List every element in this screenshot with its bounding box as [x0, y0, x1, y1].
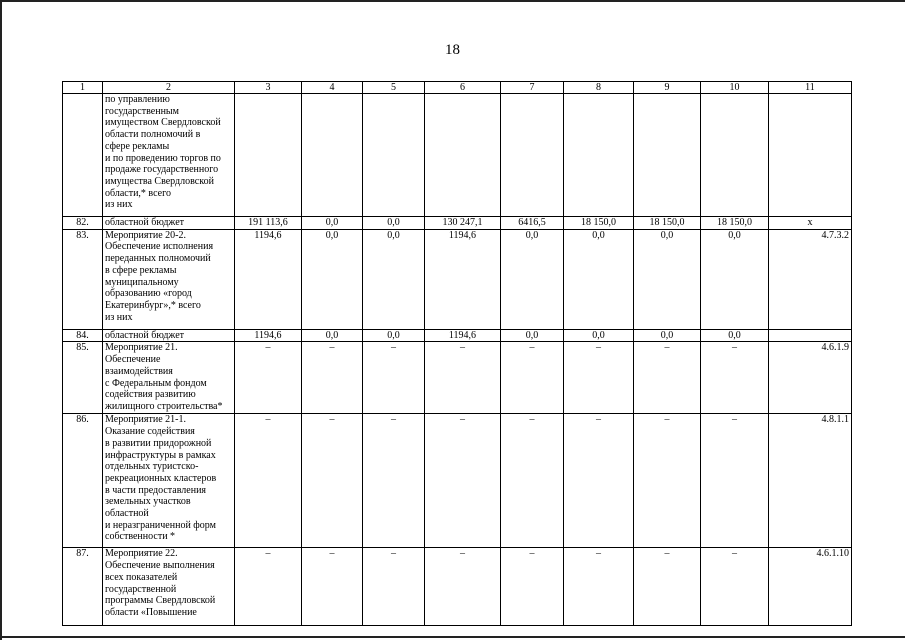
- value-cell: 0,0: [501, 229, 564, 329]
- value-cell: 0,0: [302, 217, 363, 230]
- description-cell: [103, 329, 235, 342]
- description-line: Обеспечение: [105, 354, 161, 366]
- description-line: инфраструктуры в рамках: [105, 449, 216, 461]
- row-number-cell: 86.: [63, 414, 103, 548]
- description-line: областной бюджет: [105, 217, 185, 228]
- description-line: отдельных туристско-: [105, 461, 199, 473]
- header-cell: 10: [701, 82, 769, 94]
- indicator-ref-cell: 4.8.1.1: [769, 414, 852, 548]
- header-cell: 6: [425, 82, 501, 94]
- table-row: [63, 217, 852, 230]
- description-line: и неразграниченной форм: [105, 519, 216, 531]
- value-cell: 1194,6: [235, 229, 302, 329]
- description-line: Мероприятие 21-1.: [105, 414, 186, 426]
- value-cell: 0,0: [634, 329, 701, 342]
- scan-edge-bottom: [0, 636, 905, 638]
- description-cell: [103, 414, 235, 548]
- value-cell: –: [501, 548, 564, 626]
- description-line: Мероприятие 22.: [105, 548, 178, 560]
- description-line: из них: [105, 311, 133, 323]
- description-line: Екатеринбург»,* всего: [105, 299, 201, 311]
- description-line: Мероприятие 21.: [105, 342, 178, 354]
- description-line: области,* всего: [105, 187, 171, 199]
- value-cell: 0,0: [564, 229, 634, 329]
- value-cell: –: [564, 414, 634, 548]
- description-line: и по проведению торгов по: [105, 152, 221, 164]
- value-cell: –: [235, 548, 302, 626]
- description-line: имуществом Свердловской: [105, 117, 221, 129]
- table-row: [63, 94, 852, 217]
- page-number: 18: [445, 42, 460, 58]
- value-cell: 0,0: [634, 229, 701, 329]
- table-row: [63, 342, 852, 414]
- header-cell: 4: [302, 82, 363, 94]
- value-cell: 0,0: [363, 229, 425, 329]
- value-cell: [425, 94, 501, 217]
- description-line: Обеспечение исполнения: [105, 241, 214, 253]
- header-cell: 8: [564, 82, 634, 94]
- value-cell: 1194,6: [425, 329, 501, 342]
- header-cell: 7: [501, 82, 564, 94]
- value-cell: –: [363, 414, 425, 548]
- row-number-cell: 82.: [63, 217, 103, 230]
- description-line: областной бюджет: [105, 329, 185, 341]
- value-cell: [302, 94, 363, 217]
- header-cell: 9: [634, 82, 701, 94]
- value-cell: –: [235, 342, 302, 414]
- budget-table: [62, 81, 852, 626]
- value-cell: –: [363, 342, 425, 414]
- value-cell: 0,0: [363, 329, 425, 342]
- description-cell: [103, 342, 235, 414]
- value-cell: –: [425, 342, 501, 414]
- description-line: области полномочий в: [105, 129, 201, 141]
- description-line: муниципальному: [105, 276, 179, 288]
- description-line: жилищного строительства*: [105, 400, 223, 412]
- value-cell: –: [363, 548, 425, 626]
- value-cell: –: [425, 548, 501, 626]
- value-cell: 0,0: [363, 217, 425, 230]
- description-line: государственным: [105, 105, 179, 117]
- table-row: [63, 229, 852, 329]
- header-cell: 3: [235, 82, 302, 94]
- description-line: рекреационных кластеров: [105, 472, 217, 484]
- value-cell: –: [235, 414, 302, 548]
- value-cell: [564, 94, 634, 217]
- value-cell: 0,0: [501, 329, 564, 342]
- value-cell: –: [501, 342, 564, 414]
- value-cell: –: [701, 548, 769, 626]
- value-cell: 18 150,0: [701, 217, 769, 230]
- value-cell: 191 113,6: [235, 217, 302, 230]
- description-line: Обеспечение выполнения: [105, 560, 215, 572]
- description-line: области «Повышение: [105, 606, 197, 618]
- value-cell: –: [701, 342, 769, 414]
- value-cell: [701, 94, 769, 217]
- description-line: программы Свердловской: [105, 595, 216, 607]
- header-row: [63, 82, 852, 94]
- description-line: переданных полномочий: [105, 253, 211, 265]
- value-cell: 0,0: [564, 329, 634, 342]
- value-cell: –: [564, 342, 634, 414]
- description-cell: [103, 548, 235, 626]
- header-cell: 5: [363, 82, 425, 94]
- value-cell: –: [701, 414, 769, 548]
- indicator-ref-cell: х: [769, 217, 852, 230]
- value-cell: –: [302, 548, 363, 626]
- indicator-ref-cell: 4.6.1.10: [769, 548, 852, 626]
- value-cell: 18 150,0: [634, 217, 701, 230]
- value-cell: –: [564, 548, 634, 626]
- description-line: Оказание содействия: [105, 426, 195, 438]
- value-cell: 0,0: [701, 229, 769, 329]
- description-line: по управлению: [105, 94, 170, 105]
- value-cell: 6416,5: [501, 217, 564, 230]
- row-number-cell: 84.: [63, 329, 103, 342]
- description-line: из них: [105, 199, 133, 211]
- value-cell: –: [302, 342, 363, 414]
- value-cell: –: [634, 548, 701, 626]
- indicator-ref-cell: [769, 94, 852, 217]
- header-cell: 11: [769, 82, 852, 94]
- description-line: образованию «город: [105, 288, 192, 300]
- description-line: сфере рекламы: [105, 140, 170, 152]
- value-cell: 0,0: [701, 329, 769, 342]
- value-cell: [501, 94, 564, 217]
- table-row: [63, 548, 852, 626]
- value-cell: 0,0: [302, 229, 363, 329]
- indicator-ref-cell: [769, 329, 852, 342]
- description-line: содействия развитию: [105, 389, 196, 401]
- table-row: [63, 414, 852, 548]
- scan-edge-top: [0, 0, 905, 2]
- value-cell: 1194,6: [235, 329, 302, 342]
- description-line: в части предоставления: [105, 484, 207, 496]
- description-line: в развитии придорожной: [105, 437, 212, 449]
- description-line: с Федеральным фондом: [105, 377, 207, 389]
- description-line: продаже государственного: [105, 164, 219, 176]
- value-cell: –: [302, 414, 363, 548]
- header-cell: 2: [103, 82, 235, 94]
- value-cell: –: [425, 414, 501, 548]
- row-number-cell: [63, 94, 103, 217]
- header-cell: 1: [63, 82, 103, 94]
- description-line: областной: [105, 508, 149, 520]
- description-line: государственной: [105, 583, 177, 595]
- scan-edge-left: [0, 0, 2, 640]
- description-line: Мероприятие 20-2.: [105, 229, 186, 241]
- value-cell: 130 247,1: [425, 217, 501, 230]
- description-line: имущества Свердловской: [105, 175, 214, 187]
- row-number-cell: 87.: [63, 548, 103, 626]
- description-line: собственности *: [105, 531, 176, 543]
- row-number-cell: 83.: [63, 229, 103, 329]
- indicator-ref-cell: 4.6.1.9: [769, 342, 852, 414]
- value-cell: [235, 94, 302, 217]
- value-cell: 1194,6: [425, 229, 501, 329]
- table-row: [63, 329, 852, 342]
- description-line: в сфере рекламы: [105, 264, 177, 276]
- value-cell: –: [501, 414, 564, 548]
- row-number-cell: 85.: [63, 342, 103, 414]
- value-cell: 18 150,0: [564, 217, 634, 230]
- value-cell: [363, 94, 425, 217]
- description-cell: [103, 229, 235, 329]
- description-cell: [103, 94, 235, 217]
- value-cell: –: [634, 342, 701, 414]
- value-cell: [634, 94, 701, 217]
- indicator-ref-cell: 4.7.3.2: [769, 229, 852, 329]
- description-line: взаимодействия: [105, 365, 173, 377]
- description-line: земельных участков: [105, 496, 191, 508]
- description-line: всех показателей: [105, 571, 178, 583]
- value-cell: 0,0: [302, 329, 363, 342]
- description-cell: [103, 217, 235, 230]
- value-cell: –: [634, 414, 701, 548]
